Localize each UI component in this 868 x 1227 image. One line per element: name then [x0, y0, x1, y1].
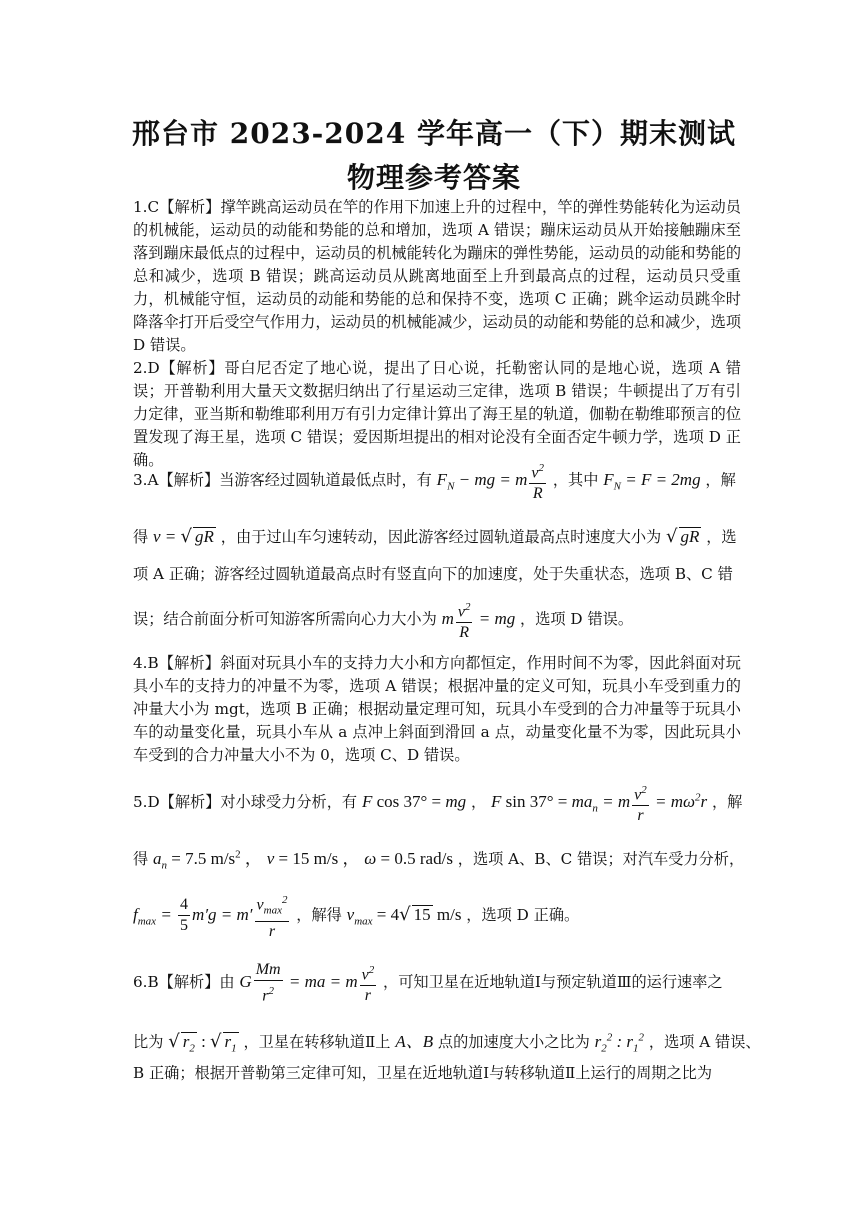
text: ，选项 A 错误、: [648, 1033, 761, 1051]
text: 6.B【解析】由: [133, 973, 235, 992]
formula: $r_2^2$ : $r_1^2$: [594, 1031, 645, 1055]
fraction: $\frac{v^2}{r}$: [634, 784, 647, 825]
text: ，选: [706, 528, 737, 546]
text: ，选项 D 错误。: [520, 610, 634, 629]
formula: F: [361, 792, 373, 812]
text: ，选项 A、B、C 错误；对汽车受力分析，: [457, 850, 745, 868]
formula: F: [491, 792, 502, 812]
answer-5-line-3: $f_{max}$ = $\frac{4}{5}$ m′g = m′ $\frac{v_{max}^2}{r}$ ，解得 $v_{max} = 4√$ 15 m/s ，选项 D 正确。: [133, 890, 741, 942]
answer-6-line-1: 6.B【解析】由 G $\frac{Mm}{r^2}$ = ma = m $\frac{v^2}{r}$ ，可知卫星在近地轨道Ⅰ与预定轨道Ⅲ的运行速率之: [133, 961, 723, 1005]
text: ，由于过山车匀速转动，因此游客经过圆轨道最高点时速度大小为: [220, 528, 662, 546]
page-subtitle: 物理参考答案: [346, 161, 521, 194]
formula: $F_N$ − mg = m: [436, 470, 528, 493]
text: 得: [133, 850, 149, 868]
answer-3-line-4: 误；结合前面分析可知游客所需向心力大小为 m $\frac{v^2}{R}$ = mg ，选项 D 错误。: [133, 597, 741, 643]
answer-5-line-2: 得 $a_n = 7.5$ $m/s^2$ ， v = 15 m/s ， ω = 0.5 rad/s ，选项 A、B、C 错误；对汽车受力分析，: [133, 848, 745, 872]
answer-6-line-2: 比为 √ $r_2$ : √ $r_1$ ，卫星在转移轨道Ⅱ上 A、B 点的加速度大小之比为 $r_2^2$ : $r_1^2$ ，选项 A 错误、: [133, 1027, 741, 1057]
text: ，卫星在转移轨道Ⅱ上: [243, 1033, 391, 1051]
formula: m: [441, 609, 454, 629]
answer-3-line-2: 得 v = √ gR ，由于过山车匀速转动，因此游客经过圆轨道最高点时速度大小为 √ gR ，选: [133, 526, 737, 547]
answer-3-line-3: 项 A 正确；游客经过圆轨道最高点时有竖直向下的加速度，处于失重状态，选项 B、C 错: [133, 565, 733, 583]
text: 得: [133, 528, 149, 546]
fraction: $\frac{4}{5}$: [180, 896, 189, 935]
text: ，可知卫星在近地轨道Ⅰ与预定轨道Ⅲ的运行速率之: [383, 973, 723, 992]
text: 3.A【解析】当游客经过圆轨道最低点时，有: [133, 471, 432, 490]
fraction: $\frac{v^2}{R}$: [457, 601, 471, 642]
answer-6-line-3: B 正确；根据开普勒第三定律可知，卫星在近地轨道Ⅰ与转移轨道Ⅱ上运行的周期之比为: [133, 1064, 713, 1082]
text: 点的加速度大小之比为: [433, 1033, 590, 1051]
formula: v =: [153, 527, 181, 546]
text: ，解: [705, 471, 736, 490]
fraction: $\frac{Mm}{r^2}$: [255, 961, 281, 1005]
fraction: $\frac{v^2}{r}$: [361, 964, 375, 1005]
answer-1: 1.C【解析】撑竿跳高运动员在竿的作用下加速上升的过程中，竿的弹性势能转化为运动员的机械能，运动员的动能和势能的总和增加，选项 A 错误；蹦床运动员从开始接触蹦床至落到蹦床最低点的过程中，运动员的机械能转化为蹦床的弹性势能，运动员的动能和势能的总和减少，选项 B 错误；跳高运动员从跳离地面至上升到最高点的过程，运动员只受重力，机械能守恒，运动员的动能和势能的总和保持不变，选项 C 正确；跳伞运动员跳伞时降落伞打开后受空气作用力，运动员的机械能减少，运动员的动能和势能的总和减少，选项 D 错误。: [133, 198, 741, 354]
formula: $v_{max}$: [346, 904, 373, 928]
formula: $F_N = F = 2mg$: [603, 470, 701, 493]
text: 误；结合前面分析可知游客所需向心力大小为: [133, 610, 437, 629]
fraction: $\frac{v_{max}^2}{r}$: [256, 894, 288, 940]
answer-5-line-1: 5.D【解析】对小球受力分析，有 F cos 37° = mg ， F $\sin 37^\circ = ma_n = m$ $\frac{v^2}{r}$ = $m\omega^2r$ ，解: [133, 780, 741, 826]
text: ，选项 D 正确。: [466, 905, 580, 924]
text: 5.D【解析】对小球受力分析，有: [133, 793, 358, 812]
formula: $a_n$: [153, 849, 168, 872]
formula: $f_{max}$ =: [133, 904, 177, 928]
text: ，解得: [296, 905, 342, 924]
text: A、B: [395, 1032, 434, 1051]
fraction: $\frac{v^2}{R}$: [531, 462, 545, 503]
formula: G: [239, 972, 252, 992]
text: ，解: [711, 793, 743, 812]
answer-3-line-1: [133, 458, 741, 504]
page-title: 邢台市 2023-2024 学年高一（下）期末测试: [132, 117, 736, 150]
answer-4: 4.B【解析】斜面对玩具小车的支持力大小和方向都恒定，作用时间不为零，因此斜面对玩具小车的支持力的冲量不为零，选项 A 错误；根据冲量的定义可知，玩具小车受到重力的冲量大小为 mgt，选项 B 正确；根据动量定理可知，玩具小车受到的合力冲量等于玩具小车的动量变化量，玩具小车从 a 点冲上斜面到滑回 a 点，动量变化量不为零，因此玩具小车受到的合力冲量大小不为 0，选项 C、D 错误。: [133, 654, 741, 764]
text: 比为: [133, 1033, 164, 1051]
answer-2: 2.D【解析】哥白尼否定了地心说，提出了日心说，托勒密认同的是地心说，选项 A 错误；开普勒利用大量天文数据归纳出了行星运动三定律，选项 B 错误；牛顿提出了万有引力定律，亚当斯和勒维耶利用万有引力定律计算出了海王星的轨道，伽勒在勒维耶预言的位置发现了海王星，选项 C 错误；爱因斯坦提出的相对论没有全面否定牛顿力学，选项 D 正确。: [133, 359, 741, 469]
text: ，其中: [552, 471, 599, 490]
text: ，: [470, 793, 487, 812]
